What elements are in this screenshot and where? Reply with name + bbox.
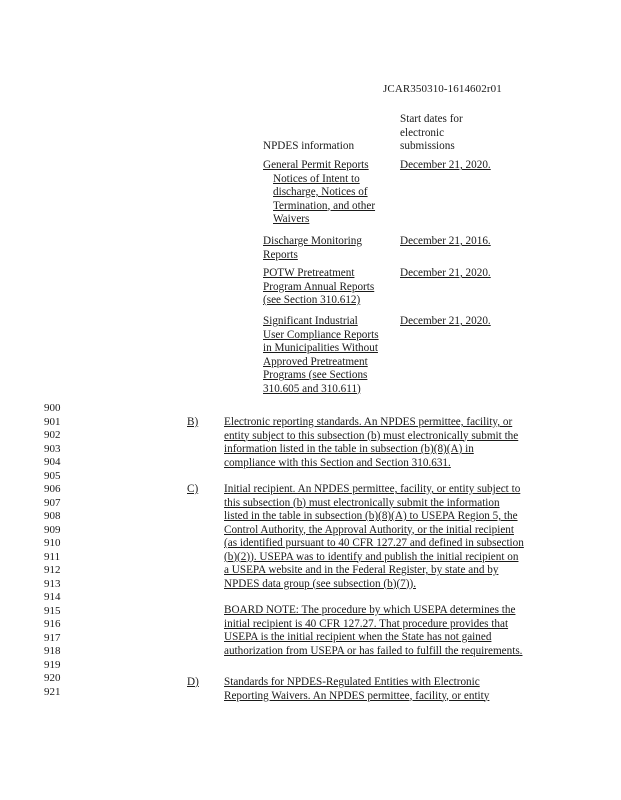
- para-line: Control Authority, the Approval Authority, or the initial recipient: [224, 523, 514, 536]
- cell-line: 310.605 and 310.611): [263, 382, 361, 395]
- line-number: 909: [44, 523, 61, 536]
- cell-line: Approved Pretreatment: [263, 355, 368, 368]
- cell-line: Notices of Intent to: [273, 172, 360, 185]
- para-line: (b)(2)). USEPA was to identify and publish the initial recipient on: [224, 550, 519, 563]
- line-number: 901: [44, 415, 61, 428]
- line-number: 903: [44, 442, 61, 455]
- table-row-date: December 21, 2020.: [400, 267, 491, 279]
- line-number: 905: [44, 469, 61, 482]
- line-number: 913: [44, 577, 61, 590]
- line-number: 920: [44, 672, 61, 684]
- section-b-electronic-reporting-standards: [224, 416, 546, 470]
- cell-line: (see Section 310.612): [263, 294, 361, 306]
- line-number: 918: [44, 645, 61, 657]
- para-line: compliance with this Section and Section 310.631.: [224, 456, 451, 469]
- header-line: Start dates for: [400, 113, 463, 125]
- cell-line: Discharge Monitoring: [263, 235, 362, 247]
- para-line: a USEPA website and in the Federal Register, by state and by: [224, 564, 499, 576]
- para-line: this subsection (b) must electronically submit the information: [224, 496, 500, 509]
- para-line: listed in the table in subsection (b)(8)(A) to USEPA Region 5, the: [224, 510, 518, 522]
- line-number: 912: [44, 564, 61, 576]
- para-line: authorization from USEPA or has failed to fulfill the requirements.: [224, 644, 523, 657]
- cell-line: POTW Pretreatment: [263, 267, 355, 279]
- line-number: 914: [44, 591, 61, 603]
- line-number: 907: [44, 496, 61, 509]
- line-number: 916: [44, 618, 61, 630]
- line-number: 902: [44, 429, 61, 441]
- line-number: 908: [44, 510, 61, 522]
- para-line: Reporting Waivers. An NPDES permittee, facility, or entity: [224, 689, 490, 702]
- cell-line: General Permit Reports: [263, 159, 369, 171]
- header-line: electronic: [400, 126, 445, 139]
- section-label-b: B): [187, 416, 199, 428]
- table-header-start-dates: [400, 113, 510, 154]
- para-line: information listed in the table in subsection (b)(8)(A) in: [224, 443, 474, 455]
- para-line: Initial recipient. An NPDES permittee, facility, or entity subject to: [224, 483, 521, 495]
- document-id: JCAR350310-1614602r01: [383, 83, 502, 95]
- table-header-npdes-information: NPDES information: [263, 140, 355, 152]
- line-number: 910: [44, 537, 61, 549]
- header-line: submissions: [400, 140, 455, 152]
- line-number: 911: [44, 550, 61, 563]
- cell-line: Waivers: [273, 213, 310, 225]
- table-row-date: December 21, 2020.: [400, 315, 491, 327]
- table-row-general-permit-reports: [263, 159, 395, 227]
- para-line: USEPA is the initial recipient when the State has not gained: [224, 631, 492, 643]
- board-note: [224, 604, 546, 658]
- para-line: BOARD NOTE: The procedure by which USEPA determines the: [224, 604, 516, 616]
- cell-line: Significant Industrial: [263, 315, 358, 327]
- cell-line: Termination, and other: [273, 199, 376, 212]
- line-number: 915: [44, 604, 61, 617]
- table-row-discharge-monitoring: [263, 235, 395, 262]
- section-label-c: C): [187, 483, 199, 495]
- table-row-significant-industrial-user: [263, 315, 395, 396]
- cell-line: discharge, Notices of: [273, 186, 368, 198]
- line-number: 919: [44, 658, 61, 671]
- line-number: 900: [44, 402, 61, 414]
- table-row-date: December 21, 2016.: [400, 235, 491, 247]
- cell-line: Programs (see Sections: [263, 369, 368, 381]
- para-line: entity subject to this subsection (b) must electronically submit the: [224, 429, 519, 442]
- line-numbers: [44, 402, 68, 699]
- section-label-d: D): [187, 676, 199, 688]
- line-number: 921: [44, 685, 61, 698]
- line-number: 906: [44, 483, 61, 495]
- para-line: initial recipient is 40 CFR 127.27. That procedure provides that: [224, 617, 509, 630]
- section-d-standards-waivers: [224, 676, 546, 703]
- section-c-initial-recipient: [224, 483, 546, 591]
- cell-line: Reports: [263, 248, 298, 261]
- cell-line: in Municipalities Without: [263, 342, 378, 354]
- line-number: 917: [44, 631, 61, 644]
- table-row-potw-pretreatment: [263, 267, 395, 308]
- para-line: NPDES data group (see subsection (b)(7)).: [224, 577, 417, 590]
- para-line: Electronic reporting standards. An NPDES permittee, facility, or: [224, 416, 513, 428]
- para-line: (as identified pursuant to 40 CFR 127.27 and defined in subsection: [224, 537, 524, 549]
- cell-line: User Compliance Reports: [263, 328, 379, 341]
- line-number: 904: [44, 456, 61, 468]
- cell-line: Program Annual Reports: [263, 280, 375, 293]
- table-row-date: December 21, 2020.: [400, 159, 491, 171]
- para-line: Standards for NPDES-Regulated Entities with Electronic: [224, 676, 480, 688]
